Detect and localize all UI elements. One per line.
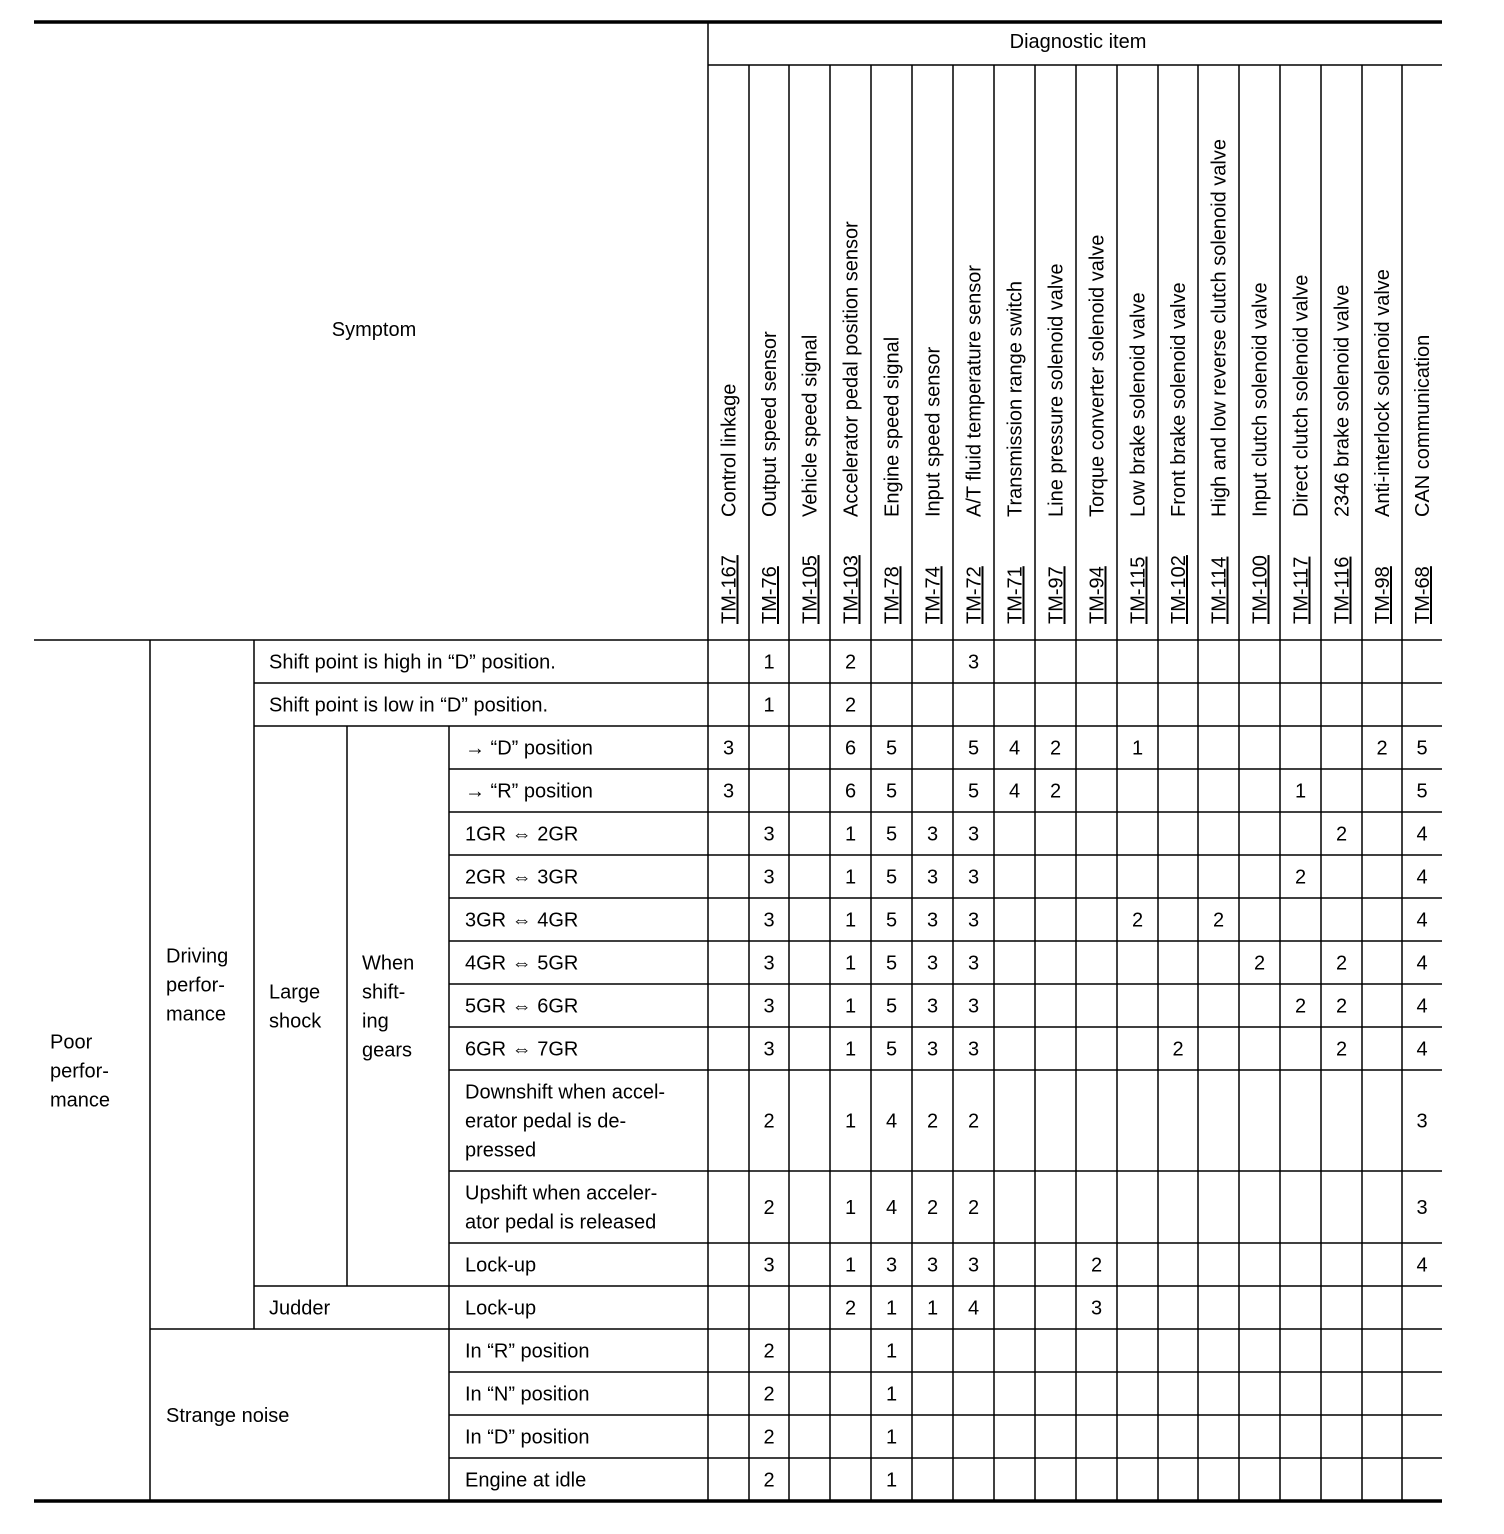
- column-ref-link[interactable]: TM-117: [1290, 556, 1313, 624]
- cell-value: 2: [763, 1197, 775, 1219]
- column-ref-link[interactable]: TM-68: [1412, 566, 1434, 624]
- cell-value: 1: [1294, 780, 1307, 803]
- row-label: → “D” position: [465, 737, 593, 760]
- column-ref-link[interactable]: TM-94: [1086, 566, 1109, 624]
- table-grid-lines: [34, 22, 1442, 1501]
- cell-value: 2: [844, 1297, 857, 1320]
- column-ref-link[interactable]: TM-103: [840, 555, 863, 624]
- column-ref-link[interactable]: TM-97: [1045, 566, 1068, 624]
- cell-value: 3: [763, 823, 775, 846]
- cell-value: 3: [926, 909, 939, 932]
- cell-value: 3: [763, 952, 775, 975]
- column-header: [1412, 335, 1434, 624]
- column-header: [1209, 139, 1231, 624]
- column-header: [800, 335, 822, 624]
- cell-value: 3: [926, 995, 939, 1018]
- column-name: Accelerator pedal position sensor: [840, 221, 863, 517]
- cell-value: 2: [1335, 823, 1348, 846]
- cell-value: 3: [885, 1254, 898, 1277]
- cell-value: 4: [885, 1110, 898, 1133]
- cell-value: 4: [1416, 1038, 1428, 1061]
- cell-value: 3: [1416, 1197, 1428, 1219]
- cell-value: 5: [885, 909, 898, 932]
- cell-value: 1: [844, 995, 857, 1018]
- column-ref-link[interactable]: TM-105: [799, 555, 822, 624]
- cell-value: 2: [1049, 737, 1062, 760]
- row-label: Shift point is low in “D” position.: [269, 694, 549, 717]
- cell-value: 5: [885, 823, 898, 846]
- cell-value: 2: [1131, 909, 1144, 932]
- column-header: [1250, 282, 1272, 624]
- cell-value: 2: [844, 694, 857, 717]
- row-label: 1GR ⇔ 2GR: [465, 823, 579, 846]
- column-ref-link[interactable]: TM-167: [718, 555, 741, 624]
- column-ref-link[interactable]: TM-115: [1127, 556, 1150, 624]
- column-name: Vehicle speed signal: [799, 334, 822, 517]
- cell-value: 2: [763, 1110, 775, 1133]
- column-name: CAN communication: [1412, 334, 1434, 517]
- column-ref-link[interactable]: TM-78: [881, 566, 904, 624]
- cell-value: 4: [1416, 952, 1428, 975]
- cell-value: 1: [844, 1254, 857, 1277]
- column-name: Output speed sensor: [759, 331, 781, 517]
- cell-value: 2: [763, 1426, 775, 1449]
- cell-value: 1: [844, 1197, 857, 1219]
- cell-value: 3: [967, 823, 980, 846]
- cell-value: 5: [885, 866, 898, 889]
- cell-value: 4: [1008, 737, 1021, 760]
- cell-value: 3: [722, 780, 735, 803]
- row-label: Shift point is high in “D” position.: [269, 651, 556, 674]
- cell-value: 2: [1335, 995, 1348, 1018]
- cell-value: 1: [844, 823, 857, 846]
- column-header: [719, 384, 741, 624]
- cell-value: 3: [926, 1038, 939, 1061]
- column-header: [759, 331, 781, 624]
- cell-value: 5: [885, 1038, 898, 1061]
- cell-value: 2: [926, 1197, 939, 1219]
- cell-value: 2: [1294, 995, 1307, 1018]
- cell-value: 3: [967, 1254, 980, 1277]
- row-label: Upshift when acceler-ator pedal is released: [465, 1182, 658, 1234]
- column-header: [1372, 269, 1394, 624]
- cell-value: 4: [1416, 909, 1428, 932]
- cell-value: 3: [763, 995, 775, 1018]
- group-strange-noise: Strange noise: [166, 1405, 290, 1427]
- cell-value: 5: [885, 952, 898, 975]
- diagnostic-item-header: Diagnostic item: [1009, 31, 1147, 53]
- cell-value: 2: [967, 1110, 980, 1133]
- column-name: Anti-interlock solenoid valve: [1372, 269, 1394, 517]
- cell-value: 3: [1416, 1110, 1428, 1133]
- column-name: Direct clutch solenoid valve: [1290, 274, 1313, 517]
- cell-value: 5: [1416, 780, 1428, 803]
- cell-value: 3: [967, 651, 980, 674]
- cell-value: 2: [1172, 1038, 1184, 1061]
- cell-value: 6: [844, 780, 857, 803]
- cell-value: 2: [1253, 952, 1266, 975]
- cell-value: 1: [1131, 737, 1144, 760]
- column-header: [1128, 292, 1150, 624]
- cell-value: 5: [885, 995, 898, 1018]
- cell-value: 1: [763, 694, 775, 717]
- cell-value: 1: [885, 1297, 898, 1320]
- cell-value: 3: [763, 1038, 775, 1061]
- column-header: [964, 265, 986, 624]
- column-ref-link[interactable]: TM-74: [922, 566, 945, 624]
- cell-value: 5: [1416, 737, 1428, 760]
- cell-value: 1: [926, 1297, 939, 1320]
- cell-value: 5: [967, 737, 980, 760]
- cell-value: 1: [885, 1426, 898, 1449]
- cell-value: 5: [885, 780, 898, 803]
- cell-value: 2: [1376, 737, 1388, 760]
- cell-value: 2: [844, 651, 857, 674]
- cell-value: 4: [1416, 995, 1428, 1018]
- column-name: Engine speed signal: [881, 336, 904, 517]
- cell-value: 2: [1049, 780, 1062, 803]
- cell-value: 3: [967, 952, 980, 975]
- column-ref-link[interactable]: TM-71: [1004, 566, 1027, 624]
- cell-value: 3: [967, 866, 980, 889]
- cell-value: 2: [763, 1340, 775, 1363]
- cell-value: 4: [967, 1297, 980, 1320]
- group-driving-performance: Driving perfor-mance: [166, 945, 229, 1026]
- cell-value: 6: [844, 737, 857, 760]
- row-label: 4GR ⇔ 5GR: [465, 952, 579, 975]
- cell-value: 5: [885, 737, 898, 760]
- column-header: [1005, 281, 1027, 624]
- cell-value: 4: [1416, 866, 1428, 889]
- column-ref-link[interactable]: TM-102: [1168, 555, 1190, 624]
- cell-value: 3: [967, 909, 980, 932]
- cell-value: 1: [844, 1038, 857, 1061]
- row-label: In “D” position: [465, 1426, 590, 1449]
- cell-value: 3: [722, 737, 735, 760]
- row-label: 5GR ⇔ 6GR: [465, 995, 579, 1018]
- group-judder: Judder: [269, 1297, 331, 1320]
- cell-value: 2: [926, 1110, 939, 1133]
- cell-value: 1: [844, 952, 857, 975]
- cell-value: 3: [926, 866, 939, 889]
- cell-value: 3: [763, 866, 775, 889]
- row-label: Lock-up: [465, 1254, 537, 1277]
- cell-value: 2: [763, 1469, 775, 1492]
- group-poor-performance: Poor perfor-mance: [50, 1031, 111, 1112]
- cell-value: 3: [967, 995, 980, 1018]
- symptom-header: Symptom: [331, 319, 417, 341]
- column-name: Control linkage: [718, 383, 741, 517]
- cell-value: 2: [1090, 1254, 1103, 1277]
- column-ref-link[interactable]: TM-116: [1331, 556, 1354, 624]
- column-header: [841, 221, 863, 624]
- column-name: Line pressure solenoid valve: [1045, 263, 1068, 517]
- cell-value: 3: [763, 909, 775, 932]
- column-name: Torque converter solenoid valve: [1086, 234, 1109, 517]
- cell-value: 2: [1335, 952, 1348, 975]
- cell-value: 1: [763, 651, 775, 674]
- cell-value: 3: [1090, 1297, 1103, 1320]
- row-label: 3GR ⇔ 4GR: [465, 909, 579, 932]
- symptom-group-labels: [50, 946, 414, 1428]
- column-header: [1087, 235, 1109, 624]
- column-ref-link[interactable]: TM-114: [1208, 556, 1231, 624]
- row-label: 2GR ⇔ 3GR: [465, 866, 579, 889]
- cell-value: 2: [763, 1383, 775, 1406]
- column-name: Input clutch solenoid valve: [1249, 282, 1272, 517]
- column-ref-link[interactable]: TM-100: [1249, 555, 1272, 624]
- column-name: Low brake solenoid valve: [1127, 292, 1150, 517]
- cell-value: 5: [967, 780, 980, 803]
- column-header: [1332, 285, 1354, 624]
- column-ref-link[interactable]: TM-76: [759, 566, 781, 624]
- column-header: [923, 347, 945, 624]
- cell-value: 3: [926, 952, 939, 975]
- group-large-shock: Large shock: [269, 981, 322, 1033]
- row-label: Lock-up: [465, 1297, 537, 1320]
- cell-value: 1: [844, 909, 857, 932]
- column-header: [882, 337, 904, 624]
- cell-value: 1: [885, 1469, 898, 1492]
- cell-value: 2: [1212, 909, 1225, 932]
- symptom-row-labels: [269, 652, 665, 1492]
- column-ref-link[interactable]: TM-72: [963, 566, 986, 624]
- column-header: [1291, 275, 1313, 624]
- group-when-shifting-gears: When shift-ing gears: [362, 952, 415, 1062]
- cell-value: 4: [1416, 823, 1428, 846]
- row-label: → “R” position: [465, 780, 593, 803]
- cell-value: 4: [1008, 780, 1021, 803]
- cell-value: 2: [1294, 866, 1307, 889]
- cell-value: 1: [885, 1383, 898, 1406]
- cell-value: 3: [926, 1254, 939, 1277]
- column-ref-link[interactable]: TM-98: [1372, 566, 1394, 624]
- column-name: 2346 brake solenoid valve: [1331, 284, 1354, 517]
- cell-value: 3: [763, 1254, 775, 1277]
- row-label: Engine at idle: [465, 1469, 587, 1492]
- column-header: [1168, 282, 1190, 624]
- cell-value: 3: [926, 823, 939, 846]
- cell-value: 4: [885, 1197, 898, 1219]
- column-name: A/T fluid temperature sensor: [963, 265, 986, 517]
- row-label: In “N” position: [465, 1383, 590, 1406]
- column-name: Front brake solenoid valve: [1168, 282, 1190, 517]
- cell-value: 2: [967, 1197, 980, 1219]
- column-name: High and low reverse clutch solenoid valve: [1208, 139, 1231, 517]
- cell-value: 4: [1416, 1254, 1428, 1277]
- column-name: Transmission range switch: [1004, 280, 1027, 517]
- cell-value: 3: [967, 1038, 980, 1061]
- column-name: Input speed sensor: [922, 346, 945, 517]
- row-label: Downshift when accel-erator pedal is de-pressed: [465, 1081, 666, 1162]
- cell-value: 1: [844, 1110, 857, 1133]
- cell-value: 1: [885, 1340, 898, 1363]
- cell-value: 2: [1335, 1038, 1348, 1061]
- row-label: 6GR ⇔ 7GR: [465, 1038, 579, 1061]
- column-header: [1046, 264, 1068, 625]
- row-label: In “R” position: [465, 1340, 590, 1363]
- cell-value: 1: [844, 866, 857, 889]
